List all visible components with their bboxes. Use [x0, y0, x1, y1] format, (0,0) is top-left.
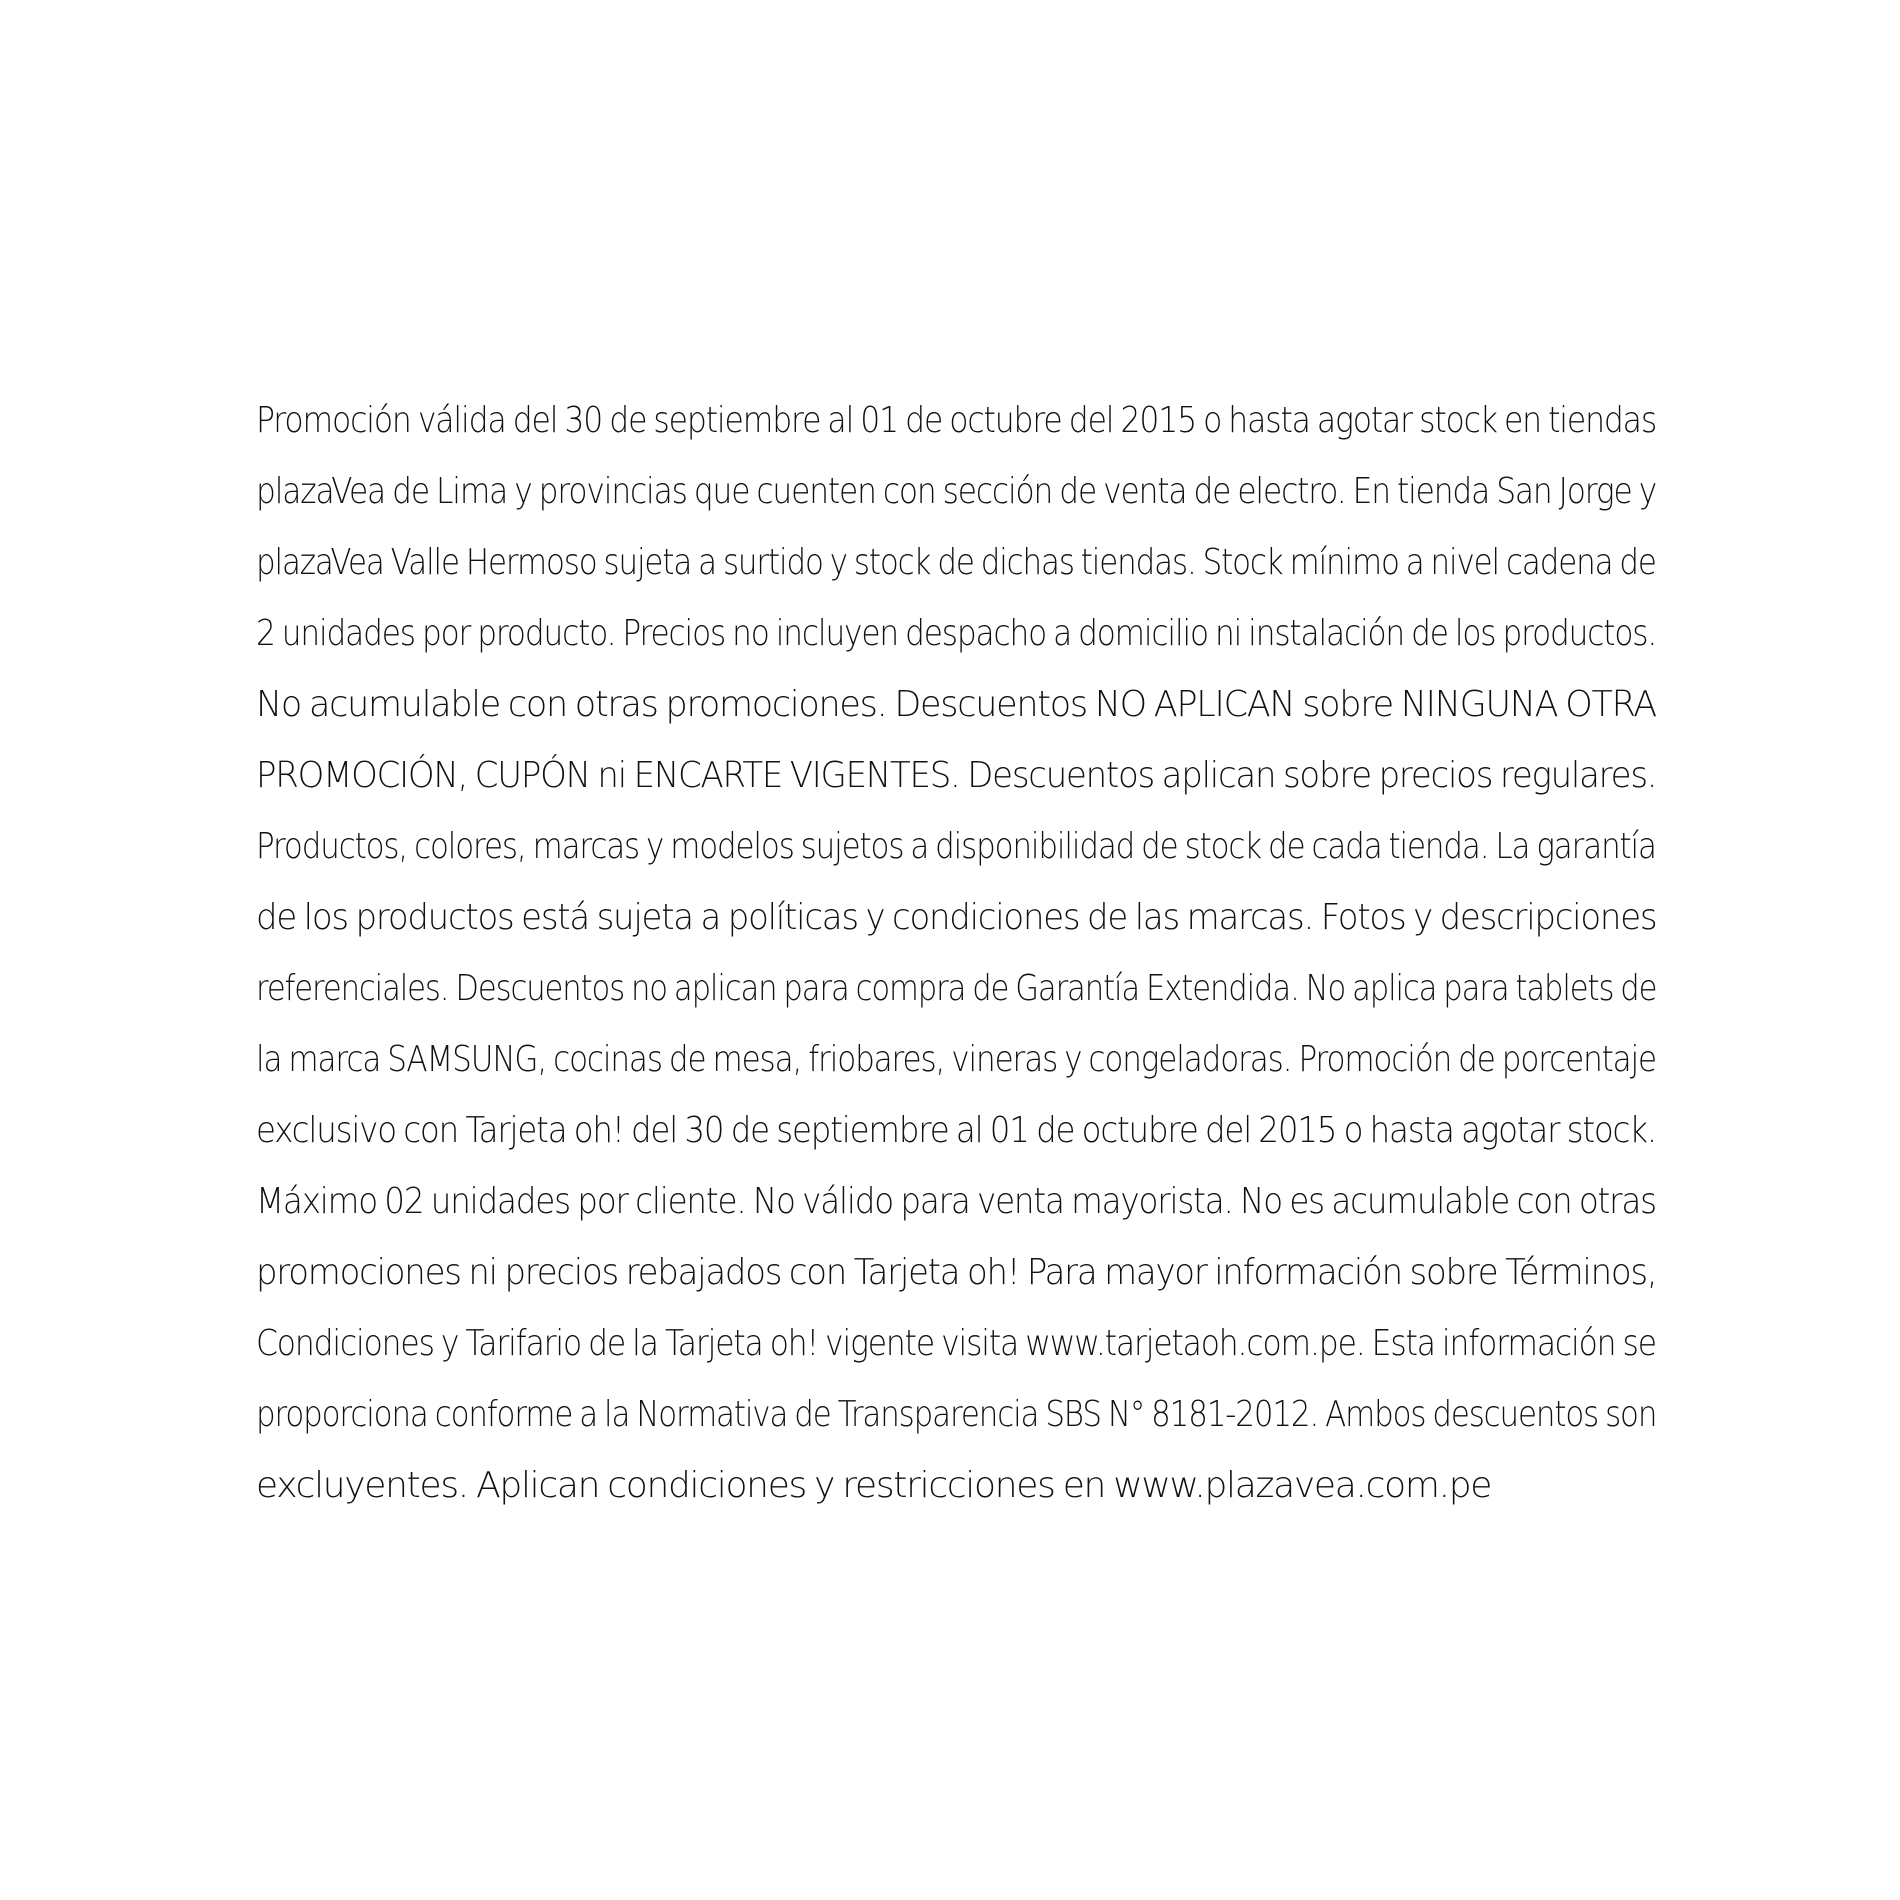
legal-text-line: excluyentes. Aplican condiciones y restricciones en www.plazavea.com.pe: [256, 1465, 1492, 1506]
legal-text-line: PROMOCIÓN, CUPÓN ni ENCARTE VIGENTES. Descuentos aplican sobre precios regulares.: [256, 755, 1657, 796]
legal-text-line: exclusivo con Tarjeta oh! del 30 de septiembre al 01 de octubre del 2015 o hasta agotar stock.: [256, 1110, 1656, 1151]
legal-text-line: plazaVea Valle Hermoso sujeta a surtido y stock de dichas tiendas. Stock mínimo a nivel cadena de: [256, 542, 1656, 583]
legal-text-line: Condiciones y Tarifario de la Tarjeta oh! vigente visita www.tarjetaoh.com.pe. Esta información se: [256, 1323, 1656, 1364]
legal-text-line: plazaVea de Lima y provincias que cuenten con sección de venta de electro. En tienda San Jorge y: [256, 471, 1657, 512]
legal-terms-text: [256, 385, 1656, 1521]
legal-text-line: Productos, colores, marcas y modelos sujetos a disponibilidad de stock de cada tienda. La garantía: [256, 826, 1656, 867]
legal-text-line: Promoción válida del 30 de septiembre al 01 de octubre del 2015 o hasta agotar stock en tiendas: [256, 400, 1657, 441]
legal-text-line: No acumulable con otras promociones. Descuentos NO APLICAN sobre NINGUNA OTRA: [256, 684, 1656, 725]
legal-text-line: 2 unidades por producto. Precios no incluyen despacho a domicilio ni instalación de los productos.: [256, 613, 1657, 654]
legal-text-line: promociones ni precios rebajados con Tarjeta oh! Para mayor información sobre Términos,: [256, 1252, 1657, 1293]
legal-text-line: de los productos está sujeta a políticas y condiciones de las marcas. Fotos y descripciones: [256, 897, 1657, 938]
legal-text-line: la marca SAMSUNG, cocinas de mesa, friobares, vineras y congeladoras. Promoción de porcentaje: [256, 1039, 1657, 1080]
legal-text-line: proporciona conforme a la Normativa de Transparencia SBS N° 8181-2012. Ambos descuentos son: [256, 1394, 1657, 1435]
legal-text-line: Máximo 02 unidades por cliente. No válido para venta mayorista. No es acumulable con otras: [256, 1181, 1656, 1222]
legal-text-line: referenciales. Descuentos no aplican para compra de Garantía Extendida. No aplica para tablets de: [256, 968, 1657, 1009]
